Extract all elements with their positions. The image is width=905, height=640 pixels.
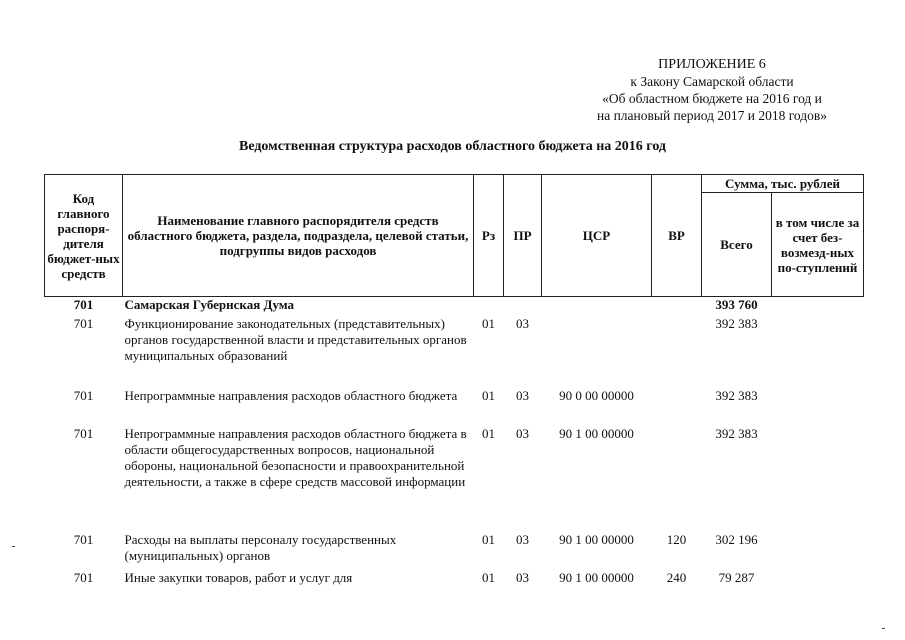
cell-name: Расходы на выплаты персоналу государственных (муниципальных) органов: [124, 531, 397, 563]
col-header-vr: ВР: [652, 175, 702, 297]
cell-vr: [652, 316, 702, 388]
cell-csr: 90 0 00 00000: [559, 387, 634, 403]
cell-name: Непрограммные направления расходов областного бюджета: [124, 387, 458, 403]
col-header-csr: ЦСР: [542, 175, 652, 297]
cell-name: Самарская Губернская Дума: [124, 297, 295, 312]
cell-pr: 03: [516, 569, 529, 585]
table-row: [45, 297, 864, 316]
table-row: [45, 532, 864, 570]
cell-rz: 01: [482, 315, 495, 331]
appendix-header: [547, 56, 877, 124]
appendix-line: «Об областном бюджете на 2016 год и: [602, 91, 822, 106]
table-row: [45, 426, 864, 532]
col-header-incl: в том числе за счет без-возмезд-ных по-ступлений: [772, 193, 864, 297]
col-header-name: Наименование главного распорядителя средств областного бюджета, раздела, подраздела, целевой статьи, подгруппы видов расходов: [123, 175, 474, 297]
cell-incl: [772, 388, 864, 426]
col-header-total: Всего: [702, 193, 772, 297]
document-title: Ведомственная структура расходов областного бюджета на 2016 год: [238, 139, 666, 154]
appendix-line: к Закону Самарской области: [630, 74, 794, 89]
table-row: [45, 388, 864, 426]
cell-pr: 03: [516, 425, 529, 441]
cell-csr: 90 1 00 00000: [559, 425, 634, 441]
cell-total: 392 383: [715, 315, 758, 331]
col-header-rz: Рз: [474, 175, 504, 297]
appendix-number: ПРИЛОЖЕНИЕ 6: [658, 57, 766, 72]
col-header-code: Код главного распоря-дителя бюджет-ных средств: [45, 175, 123, 297]
cell-code: 701: [73, 569, 94, 585]
cell-total: 392 383: [715, 387, 758, 403]
cell-rz: 01: [482, 387, 495, 403]
cell-total: 302 196: [715, 531, 758, 547]
cell-name: Функционирование законодательных (представительных) органов государственной власти и представительных органов муниципальных образований: [124, 315, 467, 363]
cell-incl: [772, 570, 864, 590]
cell-csr: 90 1 00 00000: [559, 569, 634, 585]
cell-name: Иные закупки товаров, работ и услуг для: [124, 569, 353, 585]
budget-table: [44, 174, 864, 590]
cell-pr: [504, 297, 542, 316]
cell-pr: 03: [516, 387, 529, 403]
cell-csr: 90 1 00 00000: [559, 531, 634, 547]
cell-rz: [474, 297, 504, 316]
scan-speck: [882, 628, 885, 629]
cell-vr: [652, 297, 702, 316]
cell-code: 701: [73, 531, 94, 547]
cell-vr: [652, 426, 702, 532]
cell-code: 701: [73, 315, 94, 331]
cell-incl: [772, 426, 864, 532]
cell-pr: 03: [516, 315, 529, 331]
cell-incl: [772, 316, 864, 388]
cell-csr: [542, 316, 652, 388]
cell-incl: [772, 532, 864, 570]
appendix-line: на плановый период 2017 и 2018 годов»: [596, 108, 827, 123]
cell-name: Непрограммные направления расходов областного бюджета в области общегосударственных вопросов, национальной обороны, национальной безопасности и правоохранительной деятельности, а также в сфере средств массовой информации: [124, 425, 467, 489]
cell-total: 79 287: [718, 569, 755, 585]
cell-code: 701: [73, 297, 94, 312]
cell-rz: 01: [482, 569, 495, 585]
cell-pr: 03: [516, 531, 529, 547]
cell-incl: [772, 297, 864, 316]
cell-rz: 01: [482, 425, 495, 441]
table-row: [45, 316, 864, 388]
col-header-pr: ПР: [504, 175, 542, 297]
cell-total: 392 383: [715, 425, 758, 441]
col-header-sum: Сумма, тыс. рублей: [702, 175, 864, 193]
table-row: [45, 570, 864, 590]
cell-rz: 01: [482, 531, 495, 547]
cell-vr: [652, 388, 702, 426]
scan-speck: [12, 546, 15, 547]
cell-csr: [542, 297, 652, 316]
cell-vr: 120: [666, 531, 687, 547]
cell-vr: 240: [666, 569, 687, 585]
cell-code: 701: [73, 425, 94, 441]
cell-total: 393 760: [715, 297, 758, 312]
cell-code: 701: [73, 387, 94, 403]
